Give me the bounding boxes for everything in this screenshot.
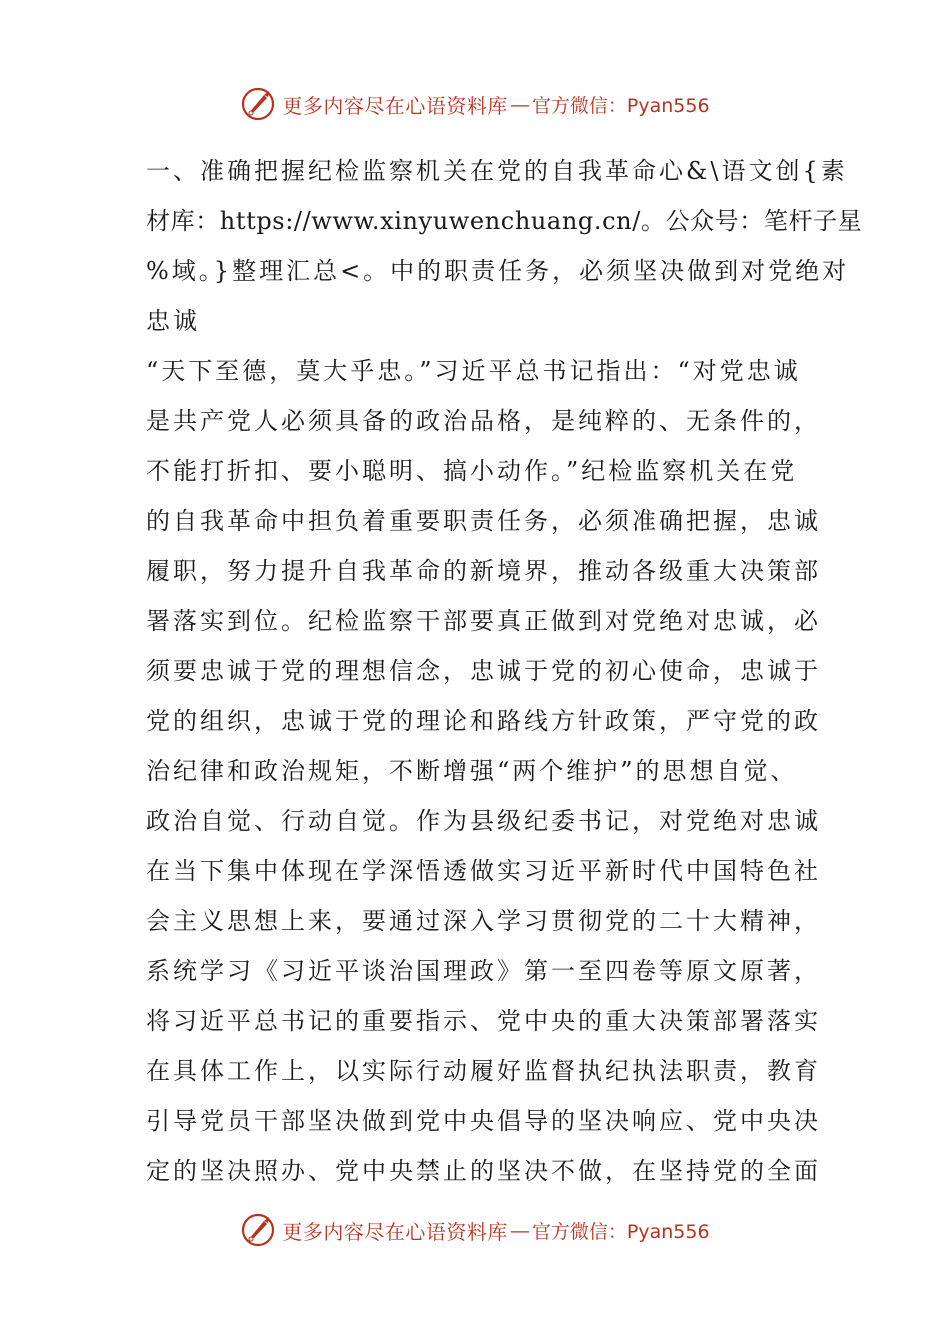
text-line: 在具体工作上，以实际行动履好监督执纪执法职责，教育 <box>146 1057 821 1085</box>
text-line: 将习近平总书记的重要指示、党中央的重大决策部署落实 <box>146 1007 821 1035</box>
text-line: 是共产党人必须具备的政治品格，是纯粹的、无条件的， <box>146 407 821 435</box>
text-line: 党的组织，忠诚于党的理论和路线方针政策，严守党的政 <box>146 707 821 735</box>
text-line: 须要忠诚于党的理想信念，忠诚于党的初心使命，忠诚于 <box>146 657 821 685</box>
text-line: %域。}整理汇总<。中的职责任务，必须坚决做到对党绝对 <box>146 257 850 285</box>
document-body <box>146 146 863 1196</box>
text-line: 一、准确把握纪检监察机关在党的自我革命心&\语文创{素 <box>146 157 848 185</box>
text-line: 系统学习《习近平谈治国理政》第一至四卷等原文原著， <box>146 957 821 985</box>
wechat-contact: 官方微信：Pyan556 <box>531 1220 710 1243</box>
text-line: 引导党员干部坚决做到党中央倡导的坚决响应、党中央决 <box>146 1107 821 1135</box>
footer-banner <box>0 1208 950 1252</box>
text-line: 在当下集中体现在学深悟透做实习近平新时代中国特色社 <box>146 857 821 885</box>
text-line: “天下至德，莫大乎忠。”习近平总书记指出：“对党忠诚 <box>146 357 801 385</box>
text-line: 的自我革命中担负着重要职责任务，必须准确把握，忠诚 <box>146 507 821 535</box>
quill-logo-icon <box>240 1212 276 1248</box>
promo-text: 更多内容尽在心语资料库 <box>282 93 508 118</box>
promo-text: 更多内容尽在心语资料库 <box>282 1219 508 1244</box>
text-line: 治纪律和政治规矩，不断增强“两个维护”的思想自觉、 <box>146 757 798 785</box>
text-line: 政治自觉、行动自觉。作为县级纪委书记，对党绝对忠诚 <box>146 807 821 835</box>
text-line: 忠诚 <box>146 307 200 335</box>
wechat-contact: 官方微信：Pyan556 <box>531 94 710 117</box>
text-line: 署落实到位。纪检监察干部要真正做到对党绝对忠诚，必 <box>146 607 821 635</box>
header-banner <box>0 82 950 126</box>
text-line: 会主义思想上来，要通过深入学习贯彻党的二十大精神， <box>146 907 821 935</box>
text-line: 履职，努力提升自我革命的新境界，推动各级重大决策部 <box>146 557 821 585</box>
banner-separator: — <box>509 92 530 116</box>
quill-logo-icon <box>240 86 276 122</box>
text-line: 不能打折扣、要小聪明、搞小动作。”纪检监察机关在党 <box>146 457 798 485</box>
banner-separator: — <box>509 1218 530 1242</box>
text-line: 材库：https://www.xinyuwenchuang.cn/。公众号：笔杆子星 <box>146 207 863 235</box>
text-line: 定的坚决照办、党中央禁止的坚决不做，在坚持党的全面 <box>146 1157 821 1185</box>
